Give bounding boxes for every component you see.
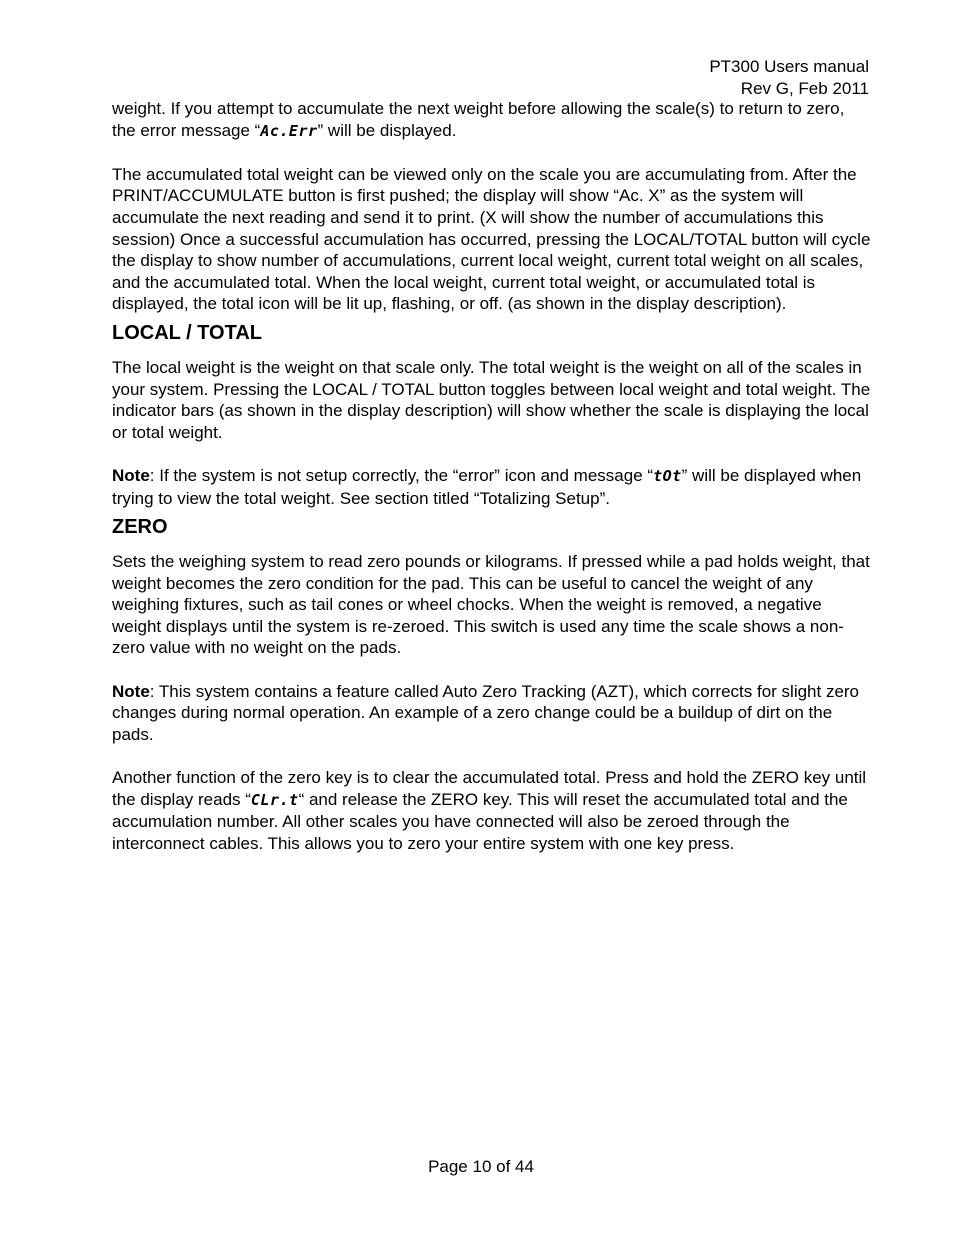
document-body bbox=[112, 98, 872, 854]
note-local-total: Note: If the system is not setup correctly, the “error” icon and message “tOt” will be displayed when trying to view the total weight. See section titled “Totalizing Setup”. bbox=[112, 465, 862, 508]
display-code-tot: tOt bbox=[653, 466, 682, 485]
note-label: Note bbox=[112, 465, 150, 485]
section-heading-local-total: LOCAL / TOTAL bbox=[112, 321, 262, 344]
page-number: Page 10 of 44 bbox=[428, 1157, 534, 1176]
paragraph-zero: Sets the weighing system to read zero pounds or kilograms. If pressed while a pad holds weight, that weight becomes the zero condition for the pad. This can be useful to cancel the weight of any weighing fixtures, such as tail cones or wheel chocks. When the weight is removed, a negative weight displays until the system is re-zeroed. This switch is used any time the scale shows a non-zero value with no weight on the pads. bbox=[112, 552, 870, 658]
paragraph-accumulated-total: The accumulated total weight can be viewed only on the scale you are accumulating from. After the PRINT/ACCUMULATE button is first pushed; the display will show “Ac. X” as the system will accumulate the next reading and send it to print. (X will show the number of accumulations this session) Once a successful accumulation has occurred, pressing the LOCAL/TOTAL button will cycle the display to show number of accumulations, current local weight, current total weight on all scales, and the accumulated total. When the local weight, current total weight, or accumulated total is displayed, the total icon will be lit up, flashing, or off. (as shown in the display description). bbox=[112, 164, 871, 314]
paragraph-local-total: The local weight is the weight on that scale only. The total weight is the weight on all of the scales in your system. Pressing the LOCAL / TOTAL button toggles between local weight and total weight. The indicator bars (as shown in the display description) will show whether the scale is displaying the local or total weight. bbox=[112, 357, 871, 442]
section-heading-zero: ZERO bbox=[112, 516, 168, 539]
paragraph-clear-total: Another function of the zero key is to clear the accumulated total. Press and hold the ZERO key until the display reads “CLr.t“ and release the ZERO key. This will reset the accumulated total and the accumulation number. All other scales you have connected will also be zeroed through the interconnect cables. This allows you to zero your entire system with one key press. bbox=[112, 768, 867, 853]
page-header bbox=[709, 56, 869, 100]
note-zero: Note: This system contains a feature called Auto Zero Tracking (AZT), which corrects for slight zero changes during normal operation. An example of a zero change could be a buildup of dirt on the pads. bbox=[112, 681, 860, 744]
display-code-clr-t: CLr.t bbox=[250, 790, 299, 809]
revision-label: Rev G, Feb 2011 bbox=[740, 79, 869, 98]
note-label: Note bbox=[112, 681, 150, 701]
display-code-ac-err: Ac.Err bbox=[260, 121, 318, 140]
paragraph-accumulate-error: weight. If you attempt to accumulate the next weight before allowing the scale(s) to return to zero, the error message “Ac.Err” will be displayed. bbox=[112, 99, 845, 140]
manual-title: PT300 Users manual bbox=[709, 57, 869, 76]
page-footer bbox=[0, 1157, 954, 1177]
